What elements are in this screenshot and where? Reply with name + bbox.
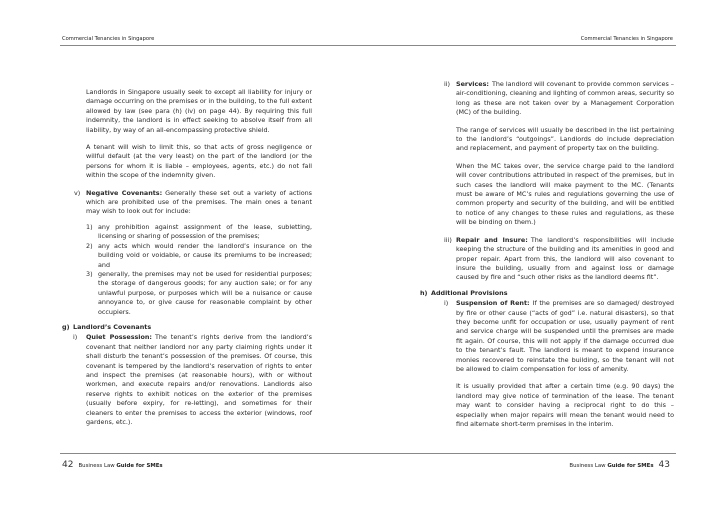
- services-item: [420, 80, 674, 118]
- item-text: The landlord’s responsibilities will include keeping the structure of the building and its amenities in good and proper repair. Apart from this, the landlord will also covenant to insure the building, usually from and against loss or damage caused by fire and “such other risks as the landlord deems fit”.: [456, 235, 674, 282]
- list-marker: 3): [86, 269, 93, 278]
- list-item: [62, 270, 312, 317]
- footer-rule: [364, 453, 676, 454]
- quiet-possession-item: [62, 333, 312, 427]
- item-title: Quiet Possession:: [86, 333, 152, 342]
- list-text: generally, the premises may not be used for residential purposes; the storage of dangerous goods; for any auction sale; or for any unlawful purpose, or purposes which will be a nuisance or cause annoyance to, or give cause for reasonable complaint by other occupiers.: [98, 269, 312, 316]
- header-rule: [364, 45, 676, 46]
- item-text: The landlord will covenant to provide common services – air-conditioning, cleaning and lighting of common areas, security so long as these are not taken over by a Management Corporation (MC) of the building.: [456, 80, 675, 117]
- list-text: any acts which would render the landlord’s insurance on the building void or voidable, or cause its premiums to be increased; and: [98, 241, 312, 269]
- section-title: Landlord’s Covenants: [73, 322, 152, 331]
- paragraph: It is usually provided that after a certain time (e.g. 90 days) the landlord may give notice of termination of the lease. The tenant may want to consider having a reciprocal right to do this – especially when major repairs will mean the tenant would need to find alternate short-term premises in the interim.: [456, 382, 674, 428]
- section-marker: g): [62, 322, 70, 331]
- footer-title: Guide for SMEs: [116, 463, 163, 469]
- paragraph: The range of services will usually be described in the list pertaining to the landlord’s “outgoings”. Landlords do include depreciation and replacement, and payment of property tax on the building.: [456, 125, 674, 153]
- footer-title: Guide for SMEs: [607, 463, 654, 469]
- left-column: [62, 88, 312, 435]
- item-marker: i): [444, 299, 449, 308]
- page-footer: [62, 460, 163, 470]
- section-title: Additional Provisions: [431, 288, 508, 297]
- footer-rule: [60, 453, 364, 454]
- right-column: [420, 80, 674, 437]
- paragraph: When the MC takes over, the service charge paid to the landlord will cover contributions attributed in respect of the premises, but in such cases the landlord will make payment to the MC. (Tenants must be aware of MC’s rules and regulations governing the use of common property and security of the building, and will be entitled to notice of any changes to these rules and regulations, as these will be binding on them.): [456, 161, 674, 227]
- page-footer: [569, 460, 670, 470]
- item-title: Suspension of Rent:: [456, 299, 530, 308]
- item-marker: ii): [444, 80, 451, 88]
- section-marker: h): [420, 288, 428, 297]
- list-item: [62, 242, 312, 270]
- section-heading-g: [62, 323, 312, 332]
- item-marker: iii): [444, 235, 452, 244]
- negative-covenants-item: [62, 189, 312, 217]
- page-number: 43: [658, 460, 670, 470]
- repair-insure-item: [420, 236, 674, 283]
- paragraph: A tenant will wish to limit this, so that acts of gross negligence or willful default (at the very least) on the part of the landlord (or the persons for whom it is liable – employees, agents, etc.) do not fall within the scope of the indemnity given.: [86, 143, 312, 180]
- footer-text: Business Law: [78, 463, 115, 469]
- list-text: any prohibition against assignment of the lease, subletting, licensing or sharing of possession of the premises;: [98, 222, 312, 241]
- list-marker: 1): [86, 222, 93, 231]
- running-header: Commercial Tenancies in Singapore: [580, 36, 673, 42]
- footer-text: Business Law: [569, 463, 606, 469]
- right-page: [364, 0, 728, 515]
- item-title: Services:: [456, 80, 489, 88]
- page-number: 42: [62, 460, 74, 470]
- item-marker: v): [74, 188, 81, 197]
- item-marker: i): [73, 333, 78, 342]
- item-title: Repair and Insure:: [456, 235, 528, 244]
- suspension-item: [420, 299, 674, 374]
- header-rule: [60, 45, 364, 46]
- item-text: If the premises are so damaged/ destroyed by fire or other cause (“acts of god” i.e. natural disasters), so that they become unfit for occupation or use, usually payment of rent and service charge will be suspended until the premises are made fit again. Of course, this will not apply if the damage occurred due to the tenant’s fault. The landlord is meant to expend insurance monies recovered to reinstate the building, so the tenant will not be allowed to claim compensation for loss of amenity.: [456, 299, 674, 373]
- paragraph: Landlords in Singapore usually seek to except all liability for injury or damage occurring on the premises or in the building, to the full extent allowed by law (see para (h) (iv) on page 44). By requiring this full indemnity, the landlord is in effect seeking to absolve itself from all liability, by way of an all-encompassing protective shield.: [86, 88, 312, 134]
- list-item: [62, 223, 312, 242]
- running-header: Commercial Tenancies in Singapore: [62, 36, 155, 42]
- section-heading-h: [420, 289, 674, 298]
- item-text: The tenant’s rights derive from the landlord’s covenant that neither landlord nor any party claiming rights under it shall disturb the tenant’s possession of the premises. Of course, this covenant is tempered by the landlord’s reservation of rights to enter and inspect the premises (at reasonable hours), with or without workmen, and execute repairs and/or renovations. Landlords also reserve rights to exhibit notices on the exterior of the premises (usually before expiry, for re-letting), and sometimes for their cleaners to enter the premises to access the exterior (windows, roof gardens, etc.).: [86, 333, 312, 426]
- item-title: Negative Covenants:: [86, 188, 163, 197]
- item-text: Generally these set out a variety of actions which are prohibited use of the premises. The main ones a tenant may wish to look out for include:: [86, 188, 313, 216]
- list-marker: 2): [86, 241, 93, 250]
